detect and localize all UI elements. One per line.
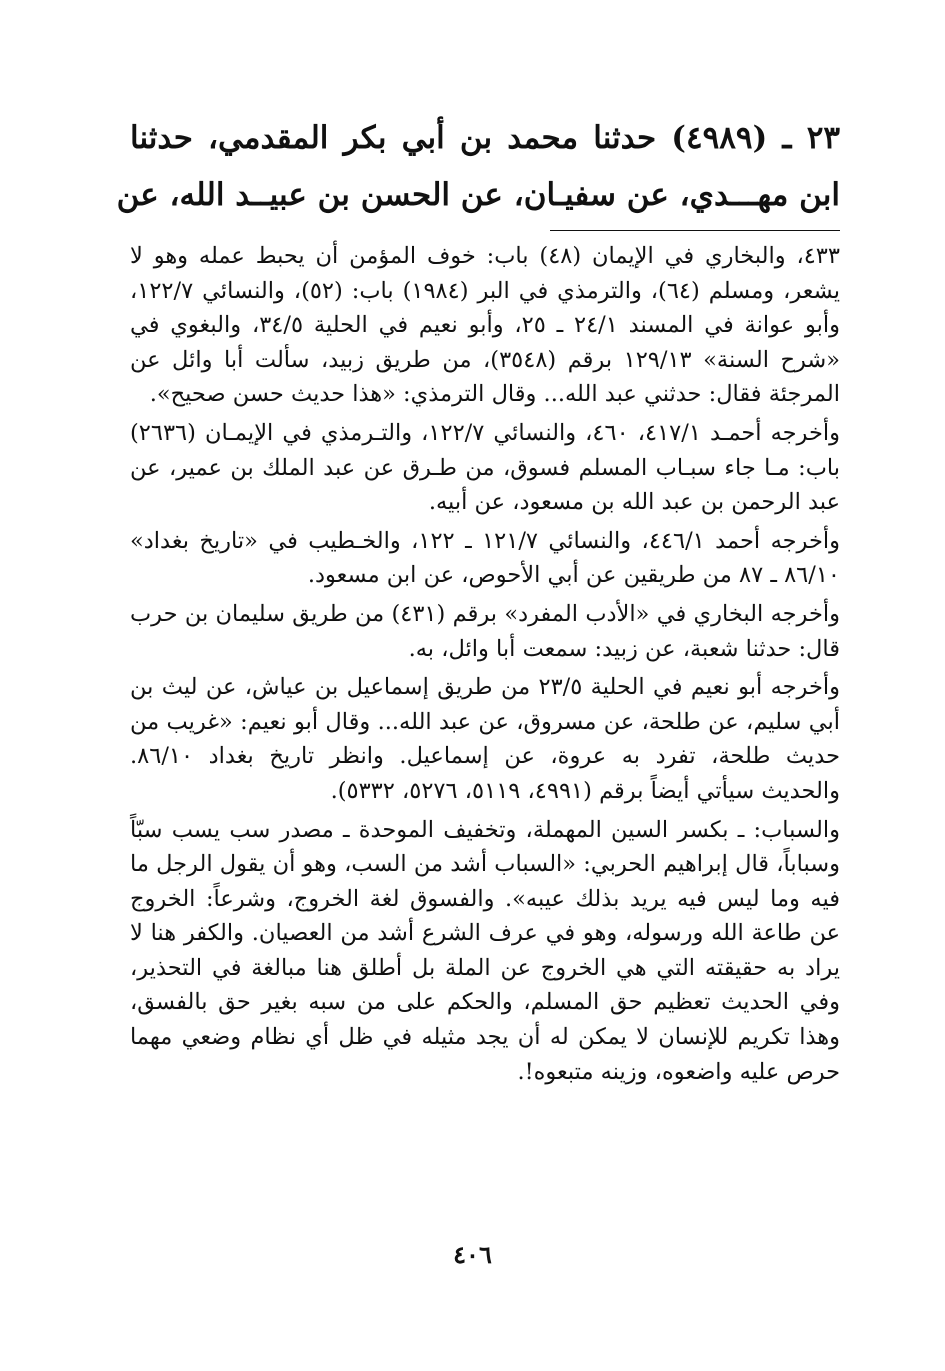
footnote-paragraph: وأخرجه أبو نعيم في الحلية ٢٣/٥ من طريق إسماعيل بن عياش، عن ليث بن أبي سليم، عن طلحة، عن مسروق، عن عبد الله... وقال أبو نعيم: «غريب من حديث طلحة، تفرد به عروة، عن إسماعيل. وانظر تاريخ بغداد ٨٦/١٠. والحديث سيأتي أيضاً برقم (٤٩٩١، ٥١١٩، ٥٢٧٦، ٥٣٣٢). [130,674,840,804]
footnote-separator [550,230,840,231]
hadith-line-1: ٢٣ ـ (٤٩٨٩) حدثنا محمد بن أبي بكر المقدمي، حدثنا [130,120,840,156]
page-number: ٤٠٦ [453,1240,492,1269]
footnote-paragraph: وأخرجه أحمـد ٤١٧/١، ٤٦٠، والنسائي ١٢٢/٧، والتـرمذي في الإيمـان (٢٦٣٦) باب: مـا جاء سبـاب المسلم فسوق، من طـرق عن عبد الملك بن عمير، عن عبد الرحمن بن عبد الله بن مسعود، عن أبيه. [130,419,840,516]
hadith-line-2: ابن مهـــدي، عن سفيـان، عن الحسن بن عبيــد الله، عن [116,177,840,213]
footnote-paragraph: وأخرجه البخاري في «الأدب المفرد» برقم (٤٣١) من طريق سليمان بن حرب قال: حدثنا شعبة، عن زبيد: سمعت أبا وائل، به. [130,600,840,662]
footnote-paragraph: وأخرجه أحمد ٤٤٦/١، والنسائي ١٢١/٧ ـ ١٢٢، والخـطيب في «تاريخ بغداد» ٨٦/١٠ ـ ٨٧ من طريقين عن أبي الأحوص، عن ابن مسعود. [130,527,840,589]
footnote-paragraph: والسباب: ـ بكسر السين المهملة، وتخفيف الموحدة ـ مصدر سب يسب سبّاً وسباباً، قال إبراهيم الحربي: «السباب أشد من السب، وهو أن يقول الرجل ما فيه وما ليس فيه يريد بذلك عيبه». والفسوق لغة الخروج، وشرعاً: الخروج عن طاعة الله ورسوله، وهو في عرف الشرع أشد من العصيان. والكفر هنا لا يراد به حقيقته التي هي الخروج عن الملة بل أطلق هنا مبالغة في التحذير، وفي الحديث تعظيم حق المسلم، والحكم على من سبه بغير حق بالفسق، وهذا تكريم للإنسان لا يمكن له أن يجد مثيله في ظل أي نظام وضعي مهما حرص عليه واضعوه، وزينه متبعوه!. [130,816,840,1085]
footnotes [130,239,840,1089]
footnote-paragraph: ٤٣٣، والبخاري في الإيمان (٤٨) باب: خوف المؤمن أن يحبط عمله وهو لا يشعر، ومسلم (٦٤)، والترمذي في البر (١٩٨٤) باب: (٥٢)، والنسائي ١٢٢/٧، وأبو عوانة في المسند ٢٤/١ ـ ٢٥، وأبو نعيم في الحلية ٣٤/٥، والبغوي في «شرح السنة» ١٢٩/١٣ برقم (٣٥٤٨)، من طريق زبيد، سألت أبا وائل عن المرجئة فقال: حدثني عبد الله... وقال الترمذي: «هذا حديث حسن صحيح». [130,243,840,408]
hadith-text [116,110,840,224]
page-body [116,110,840,1093]
